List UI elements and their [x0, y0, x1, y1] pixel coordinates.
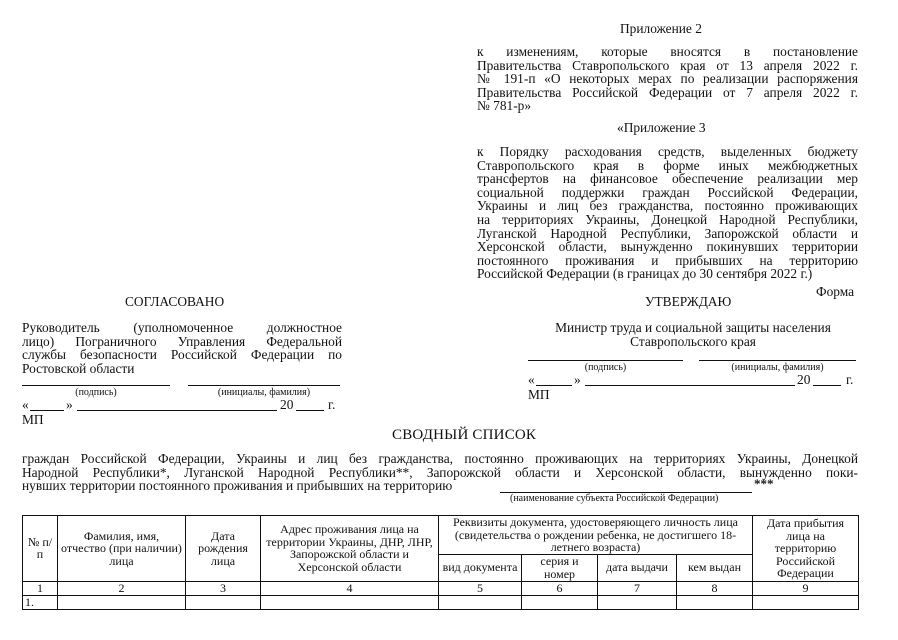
table-cell [58, 595, 186, 609]
table-cell [522, 595, 598, 609]
header-doc-issuer: кем выдан [677, 554, 753, 581]
signature-line [22, 385, 170, 386]
date-close: » [66, 397, 73, 412]
subject-caption: (наименование субъекта Российской Федерации) [510, 493, 719, 504]
day-line [30, 410, 64, 411]
header-document: Реквизиты документа, удостоверяющего личность лица (свидетельства о рождении ребенка, не достигшего 18-летнего возраста) [439, 516, 753, 555]
month-line [585, 385, 795, 386]
inner-appendix-line: к Порядку расходования средств, выделенных бюджету [477, 144, 858, 159]
appendix-line: № 191-п «О некоторых мерах по реализации распоряжения [477, 71, 858, 87]
year-suffix: г. [328, 397, 336, 412]
appendix-line: Правительства Российской Федерации от 7 апреля 2022 г. [477, 84, 858, 100]
year-prefix: 20 [797, 372, 811, 387]
header-doc-date: дата выдачи [598, 554, 677, 581]
inner-appendix-line: трансфертов на финансовое обеспечение реализации мер [477, 171, 858, 187]
list-intro-line: граждан Российской Федерации, Украины и лиц без гражданства, постоянно проживающих на территориях Украины, Донецкой [22, 451, 858, 466]
signature-line [528, 360, 683, 361]
inner-appendix-line: Украины и лиц без гражданства, постоянно проживающих [477, 198, 858, 214]
stamp-label: МП [528, 387, 550, 402]
form-label: Форма [816, 284, 855, 299]
list-intro-line: Народной Республики*, Луганской Народной Республики**, Запорожской области и Херсонской области, вынужденно поки- [22, 464, 858, 480]
signature-caption: (подпись) [584, 362, 627, 373]
agreed-text [22, 321, 342, 375]
footnote-mark: *** [754, 476, 774, 491]
column-number: 6 [522, 581, 598, 595]
header-name: Фамилия, имя, отчество (при наличии) лица [58, 516, 186, 582]
column-number-row [23, 581, 859, 595]
inner-appendix-text [477, 145, 858, 281]
list-intro [22, 452, 858, 493]
signature-caption: (подпись) [75, 387, 117, 398]
agreed-line: Ростовской области [22, 360, 135, 376]
header-birth: Дата рождения лица [186, 516, 261, 582]
year-line [296, 410, 324, 411]
table-cell [261, 595, 439, 609]
agreed-heading: СОГЛАСОВАНО [125, 294, 225, 309]
header-num: № п/п [23, 516, 58, 582]
table-cell [598, 595, 677, 609]
name-line [699, 360, 856, 361]
month-line [77, 410, 277, 411]
stamp-label: МП [22, 412, 44, 427]
approve-heading: УТВЕРЖДАЮ [645, 294, 732, 309]
column-number: 8 [677, 581, 753, 595]
inner-appendix-title: «Приложение 3 [617, 120, 706, 135]
inner-appendix-line: постоянного проживания и прибывших на территорию [477, 252, 858, 268]
approve-line: Ставропольского края [630, 333, 756, 349]
approve-text [520, 321, 866, 348]
column-number: 5 [439, 581, 522, 595]
inner-appendix-line: Российской Федерации (в границах до 30 сентября 2022 г.) [477, 266, 813, 282]
agreed-line: службы безопасности Российской Федерации по [22, 347, 342, 363]
table-cell [186, 595, 261, 609]
header-doc-type: вид документа [439, 554, 522, 581]
date-open: « [22, 397, 29, 412]
column-number: 9 [753, 581, 859, 595]
agreed-line: Руководитель (уполномоченное должностное [22, 320, 342, 335]
appendix-title: Приложение 2 [620, 21, 702, 36]
column-number: 1 [23, 581, 58, 595]
inner-appendix-line: социальной поддержки граждан Российской Федерации, [477, 184, 858, 200]
appendix-line: Правительства Ставропольского края от 13 апреля 2022 г. [477, 57, 858, 73]
header-arrival: Дата прибытия лица на территорию Российской Федерации [753, 516, 859, 582]
column-number: 3 [186, 581, 261, 595]
column-number: 2 [58, 581, 186, 595]
inner-appendix-line: Луганской Народной Республики, Запорожской области и [477, 225, 858, 241]
inner-appendix-line: на территориях Украины, Донецкой Народной Республики, [477, 211, 858, 227]
year-suffix: г. [846, 372, 854, 387]
table-header-row [23, 516, 859, 555]
table-cell [677, 595, 753, 609]
appendix-text [477, 45, 858, 113]
table-row [23, 595, 859, 609]
inner-appendix-line: Херсонской области, вынужденно покинувших территории [477, 239, 858, 255]
column-number: 4 [261, 581, 439, 595]
approve-line: Министр труда и социальной защиты населения [555, 320, 831, 335]
list-title: СВОДНЫЙ СПИСОК [392, 427, 537, 443]
name-caption: (инициалы, фамилия) [731, 362, 824, 373]
appendix-line: № 781-р» [477, 98, 532, 114]
inner-appendix-line: Ставропольского края в форме иных межбюджетных [477, 157, 858, 173]
header-address: Адрес проживания лица на территории Украины, ДНР, ЛНР, Запорожской области и Херсонской области [261, 516, 439, 582]
table-cell [753, 595, 859, 609]
header-doc-series: серия и номер [522, 554, 598, 581]
agreed-line: лицо) Пограничного Управления Федеральной [22, 333, 342, 349]
date-close: » [574, 372, 581, 387]
list-intro-line: нувших территории постоянного проживания и прибывших на территорию [22, 478, 453, 494]
year-line [813, 385, 841, 386]
column-number: 7 [598, 581, 677, 595]
row-number: 1. [23, 595, 58, 609]
name-line [188, 385, 340, 386]
appendix-line: к изменениям, которые вносятся в постановление [477, 44, 858, 59]
year-prefix: 20 [280, 397, 294, 412]
date-open: « [528, 372, 535, 387]
day-line [536, 385, 572, 386]
summary-table [22, 515, 859, 610]
name-caption: (инициалы, фамилия) [217, 387, 311, 398]
table-cell [439, 595, 522, 609]
